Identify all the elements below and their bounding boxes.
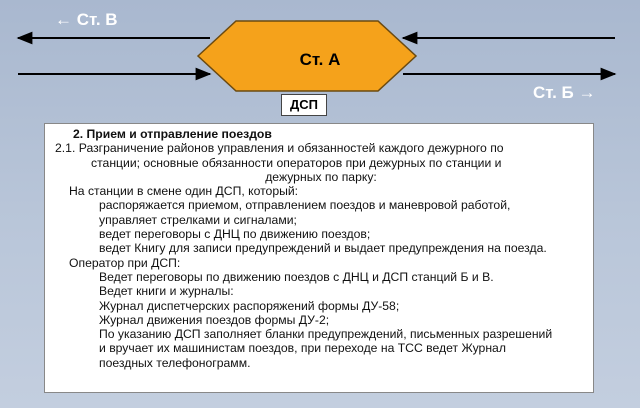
text-line: Ведет книги и журналы: <box>99 284 234 299</box>
text-line: поездных телефонограмм. <box>99 355 251 370</box>
text-line: Журнал диспетчерских распоряжений формы ДУ-58; <box>99 298 400 313</box>
text-line: распоряжается приемом, отправлением поездов и маневровой работой, <box>99 198 511 213</box>
text-line: 2.1. Разграничение районов управления и обязанностей каждого дежурного по <box>55 141 504 156</box>
section-heading: 2. Прием и отправление поездов <box>73 127 272 141</box>
station-a-label: Ст. А <box>299 50 341 69</box>
station-v-label: ← Ст. В <box>55 10 118 29</box>
station-b-label: Ст. Б → <box>533 83 596 102</box>
text-line: Оператор при ДСП: <box>69 255 181 270</box>
text-line: ведет переговоры с ДНЦ по движению поездов; <box>99 227 371 242</box>
dsp-box: ДСП <box>281 94 327 116</box>
duties-text-box <box>44 123 594 393</box>
text-line: управляет стрелками и сигналами; <box>99 212 297 227</box>
text-line: На станции в смене один ДСП, который: <box>69 184 299 199</box>
text-line: и вручает их машинистам поездов, при переходе на ТСС ведет Журнал <box>99 341 506 356</box>
text-line: дежурных по парку: <box>265 169 377 184</box>
text-line: станции; основные обязанности операторов при дежурных по станции и <box>91 155 502 170</box>
text-line: Журнал движения поездов формы ДУ-2; <box>99 312 330 327</box>
text-line: ведет Книгу для записи предупреждений и выдает предупреждения на поезда. <box>99 241 547 256</box>
text-line: Ведет переговоры по движению поездов с ДНЦ и ДСП станций Б и В. <box>99 269 494 284</box>
text-line: По указанию ДСП заполняет бланки предупреждений, письменных разрешений <box>99 327 553 342</box>
